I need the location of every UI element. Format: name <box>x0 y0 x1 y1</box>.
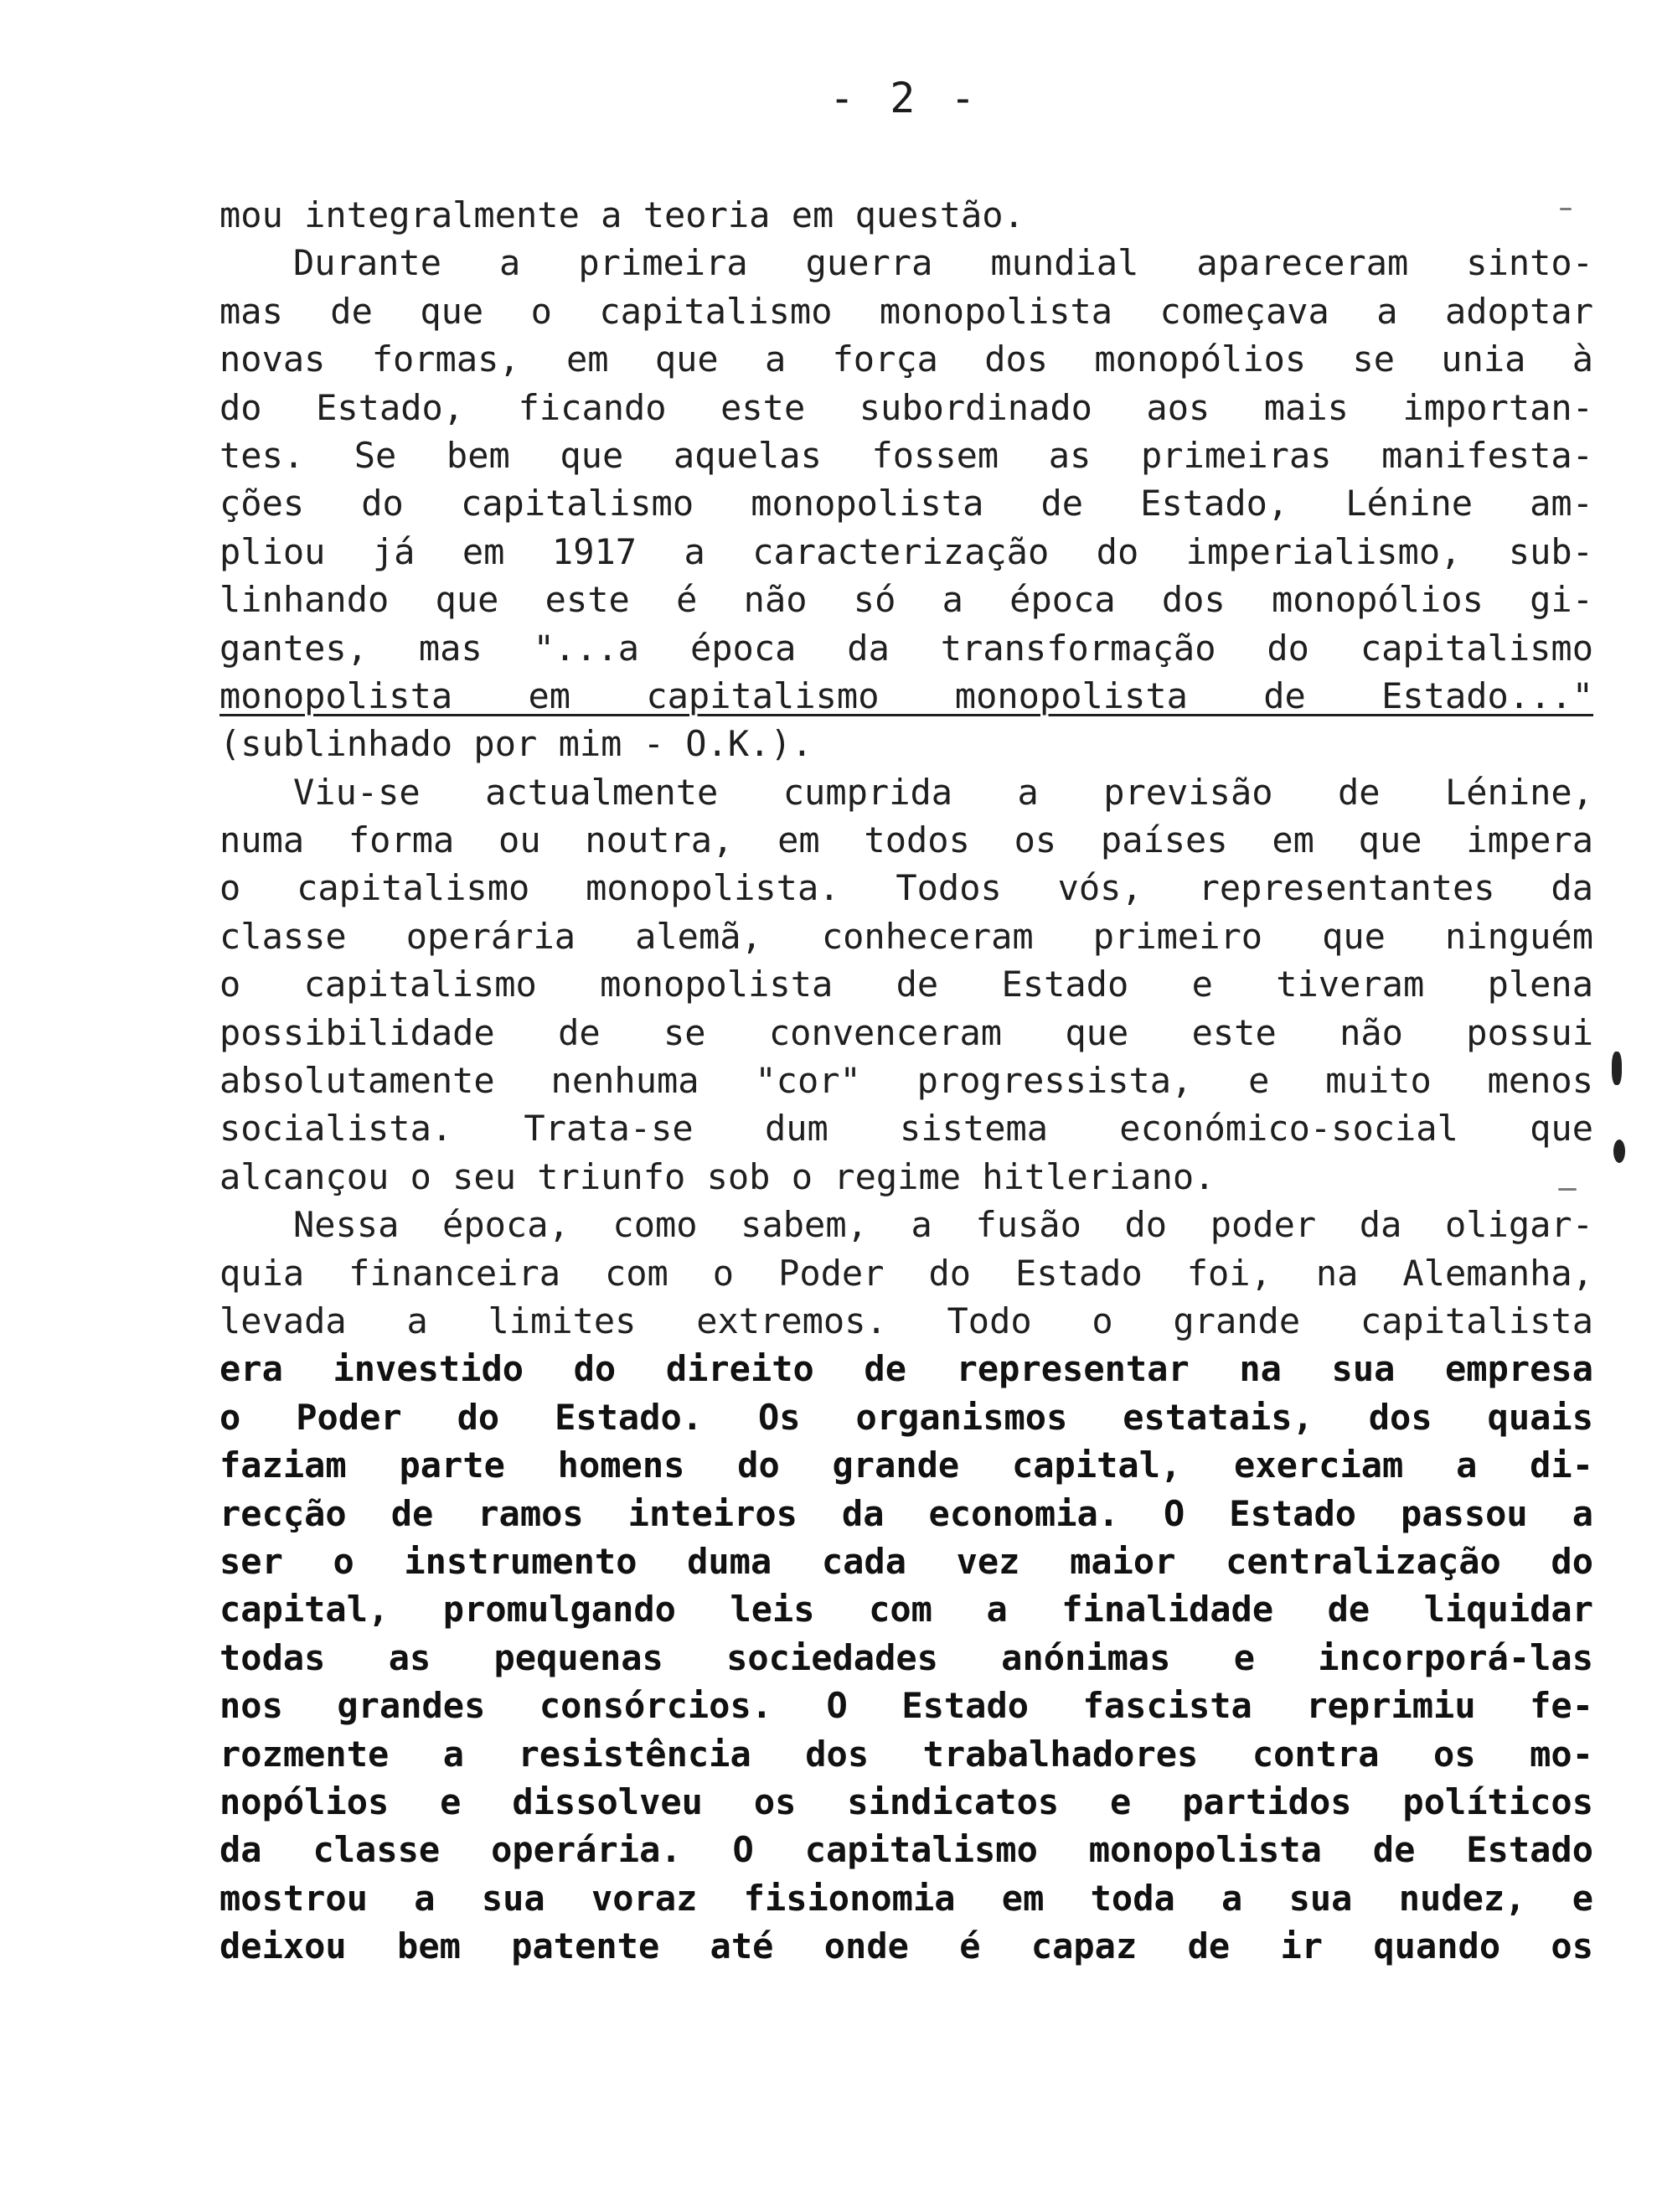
text-line-22: Nessa época, como sabem, a fusão do poder da oligar- <box>293 1204 1593 1246</box>
text-line-3: mas de que o capitalismo monopolista começava a adoptar <box>219 290 1593 332</box>
text-line-19: absolutamente nenhuma "cor" progressista, e muito menos <box>219 1060 1593 1102</box>
ink-speck <box>1560 208 1572 210</box>
text-line-18: possibilidade de se convenceram que este não possui <box>219 1011 1593 1053</box>
text-line-24: levada a limites extremos. Todo o grande capitalista <box>219 1300 1593 1341</box>
text-line-33: rozmente a resistência dos trabalhadores contra os mo- <box>219 1733 1593 1775</box>
text-line-12: (sublinhado por mim - O.K.). <box>219 723 813 765</box>
text-line-27: faziam parte homens do grande capital, exerciam a di- <box>219 1445 1593 1486</box>
text-line-37: deixou bem patente até onde é capaz de ir quando os <box>219 1925 1593 1967</box>
text-line-13: Viu-se actualmente cumprida a previsão de Lénine, <box>293 771 1593 813</box>
text-line-2: Durante a primeira guerra mundial apareceram sinto- <box>293 242 1593 284</box>
text-line-6: tes. Se bem que aquelas fossem as primeiras manifesta- <box>219 434 1593 476</box>
text-line-1: mou integralmente a teoria em questão. <box>219 194 1025 235</box>
text-line-32: nos grandes consórcios. O Estado fascista reprimiu fe- <box>219 1685 1593 1727</box>
text-line-23: quia financeira com o Poder do Estado foi, na Alemanha, <box>219 1252 1593 1294</box>
text-line-8: pliou já em 1917 a caracterização do imperialismo, sub- <box>219 530 1593 572</box>
text-line-5: do Estado, ficando este subordinado aos mais importan- <box>219 386 1593 428</box>
text-line-34: nopólios e dissolveu os sindicatos e partidos políticos <box>219 1780 1593 1822</box>
text-line-30: capital, promulgando leis com a finalidade de liquidar <box>219 1589 1593 1631</box>
text-line-29: ser o instrumento duma cada vez maior centralização do <box>219 1540 1593 1582</box>
text-line-7: ções do capitalismo monopolista de Estado, Lénine am- <box>219 483 1593 525</box>
text-line-4: novas formas, em que a força dos monopólios se unia à <box>219 339 1593 380</box>
text-line-20: socialista. Trata-se dum sistema económico-social que <box>219 1108 1593 1150</box>
text-line-21: alcançou o seu triunfo sob o regime hitleriano. <box>219 1155 1216 1197</box>
text-line-25: era investido do direito de representar na sua empresa <box>219 1348 1593 1390</box>
text-line-17: o capitalismo monopolista de Estado e tiveram plena <box>219 964 1593 1005</box>
text-line-28: recção de ramos inteiros da economia. O Estado passou a <box>219 1492 1593 1534</box>
ink-speck <box>1558 1188 1577 1191</box>
ink-speck <box>1613 1140 1625 1163</box>
text-line-35: da classe operária. O capitalismo monopolista de Estado <box>219 1829 1593 1871</box>
page-number: - 2 - <box>829 74 981 122</box>
text-line-9: linhando que este é não só a época dos monopólios gi- <box>219 579 1593 621</box>
text-line-31: todas as pequenas sociedades anónimas e incorporá-las <box>219 1636 1593 1678</box>
text-line-11-underlined: monopolista em capitalismo monopolista de Estado..." <box>219 674 1593 716</box>
text-line-14: numa forma ou noutra, em todos os países em que impera <box>219 819 1593 861</box>
text-line-10: gantes, mas "...a época da transformação do capitalismo <box>219 627 1593 669</box>
ink-speck <box>1612 1052 1622 1085</box>
text-line-36: mostrou a sua voraz fisionomia em toda a sua nudez, e <box>219 1877 1593 1919</box>
body-text <box>219 191 1593 1970</box>
text-line-26: o Poder do Estado. Os organismos estatais, dos quais <box>219 1396 1593 1438</box>
text-line-15: o capitalismo monopolista. Todos vós, representantes da <box>219 867 1593 909</box>
text-line-16: classe operária alemã, conheceram primeiro que ninguém <box>219 915 1593 957</box>
